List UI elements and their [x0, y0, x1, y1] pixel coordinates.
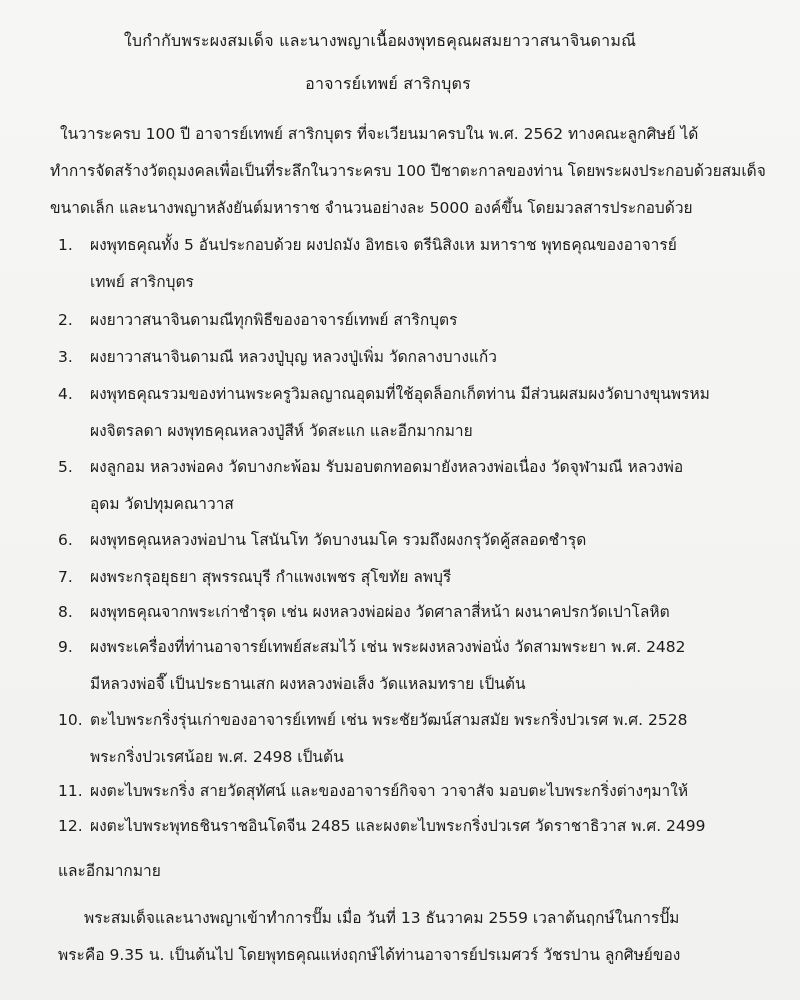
list-item-number: 2.: [58, 311, 73, 329]
list-item-text: ผงยาวาสนาจินดามณีทุกพิธีของอาจารย์เทพย์ สาริกบุตร: [90, 311, 458, 329]
list-item-text: ผงตะไบพระกริ่ง สายวัดสุทัศน์ และของอาจารย์กิจจา วาจาสัจ มอบตะไบพระกริ่งต่างๆมาให้: [90, 782, 689, 800]
list-item-number: 6.: [58, 531, 73, 549]
list-item-text: ผงพระกรุอยุธยา สุพรรณบุรี กำแพงเพชร สุโขทัย ลพบุรี: [90, 568, 452, 586]
list-item-text: เทพย์ สาริกบุตร: [90, 273, 194, 291]
list-item-number: 1.: [58, 236, 73, 254]
final-line: พระคือ 9.35 น. เป็นต้นไป โดยพุทธคุณแห่งฤกษ์ได้ท่านอาจารย์ปรเมศวร์ วัชรปาน ลูกศิษย์ของ: [58, 946, 681, 964]
list-item-number: 12.: [58, 817, 83, 835]
list-item-text: พระกริ่งปวเรศน้อย พ.ศ. 2498 เป็นต้น: [90, 748, 344, 766]
intro-line: ขนาดเล็ก และนางพญาหลังยันต์มหาราช จำนวนอย่างละ 5000 องค์ขึ้น โดยมวลสารประกอบด้วย: [50, 199, 693, 217]
list-item-text: ผงตะไบพระพุทธชินราชอินโดจีน 2485 และผงตะไบพระกริ่งปวเรศ วัดราชาธิวาส พ.ศ. 2499: [90, 817, 706, 835]
list-item-number: 10.: [58, 711, 83, 729]
document-subtitle: อาจารย์เทพย์ สาริกบุตร: [305, 74, 471, 93]
list-item-number: 4.: [58, 385, 73, 403]
list-item-text: ผงพุทธคุณรวมของท่านพระครูวิมลญาณอุดมที่ใช้อุดล็อกเก็ตท่าน มีส่วนผสมผงวัดบางขุนพรหม: [90, 385, 710, 403]
final-line: พระสมเด็จและนางพญาเข้าทำการปั๊ม เมื่อ วันที่ 13 ธันวาคม 2559 เวลาต้นฤกษ์ในการปั๊ม: [84, 909, 680, 927]
list-item-text: ตะไบพระกริ่งรุ่นเก่าของอาจารย์เทพย์ เช่น พระชัยวัฒน์สามสมัย พระกริ่งปวเรศ พ.ศ. 2528: [90, 711, 688, 729]
list-item-number: 7.: [58, 568, 73, 586]
list-item-text: ผงยาวาสนาจินดามณี หลวงปู่บุญ หลวงปู่เพิ่ม วัดกลางบางแก้ว: [90, 348, 497, 366]
intro-line: ในวาระครบ 100 ปี อาจารย์เทพย์ สาริกบุตร ที่จะเวียนมาครบใน พ.ศ. 2562 ทางคณะลูกศิษย์ ได้: [60, 125, 699, 143]
list-item-text: ผงพระเครื่องที่ท่านอาจารย์เทพย์สะสมไว้ เช่น พระผงหลวงพ่อนั่ง วัดสามพระยา พ.ศ. 2482: [90, 638, 686, 656]
list-item-number: 3.: [58, 348, 73, 366]
list-item-number: 11.: [58, 782, 83, 800]
list-item-text: ผงพุทธคุณทั้ง 5 อันประกอบด้วย ผงปถมัง อิทธเจ ตรีนิสิงเห มหาราช พุทธคุณของอาจารย์: [90, 236, 677, 254]
closing-text: และอีกมากมาย: [58, 862, 161, 880]
list-item-text: ผงพุทธคุณหลวงพ่อปาน โสนันโท วัดบางนมโค รวมถึงผงกรุวัดคู้สลอดชำรุด: [90, 531, 587, 549]
list-item-text: ผงจิตรลดา ผงพุทธคุณหลวงปู่สีห์ วัดสะแก และอีกมากมาย: [90, 422, 473, 440]
list-item-text: ผงพุทธคุณจากพระเก่าชำรุด เช่น ผงหลวงพ่อผ่อง วัดศาลาสี่หน้า ผงนาคปรกวัดเปาโลหิต: [90, 603, 670, 621]
intro-line: ทำการจัดสร้างวัตถุมงคลเพื่อเป็นที่ระลึกในวาระครบ 100 ปีชาตะกาลของท่าน โดยพระผงประกอบด้วยสมเด็จ: [50, 162, 766, 180]
document-title: ใบกำกับพระผงสมเด็จ และนางพญาเนื้อผงพุทธคุณผสมยาวาสนาจินดามณี: [123, 31, 637, 50]
list-item-text: ผงลูกอม หลวงพ่อคง วัดบางกะพ้อม รับมอบตกทอดมายังหลวงพ่อเนื่อง วัดจุฬามณี หลวงพ่อ: [90, 458, 684, 476]
list-item-text: มีหลวงพ่อจี๊ เป็นประธานเสก ผงหลวงพ่อเส็ง วัดแหลมทราย เป็นต้น: [90, 675, 526, 693]
list-item-text: อุดม วัดปทุมคณาวาส: [90, 495, 234, 513]
list-item-number: 8.: [58, 603, 73, 621]
list-item-number: 5.: [58, 458, 73, 476]
list-item-number: 9.: [58, 638, 73, 656]
